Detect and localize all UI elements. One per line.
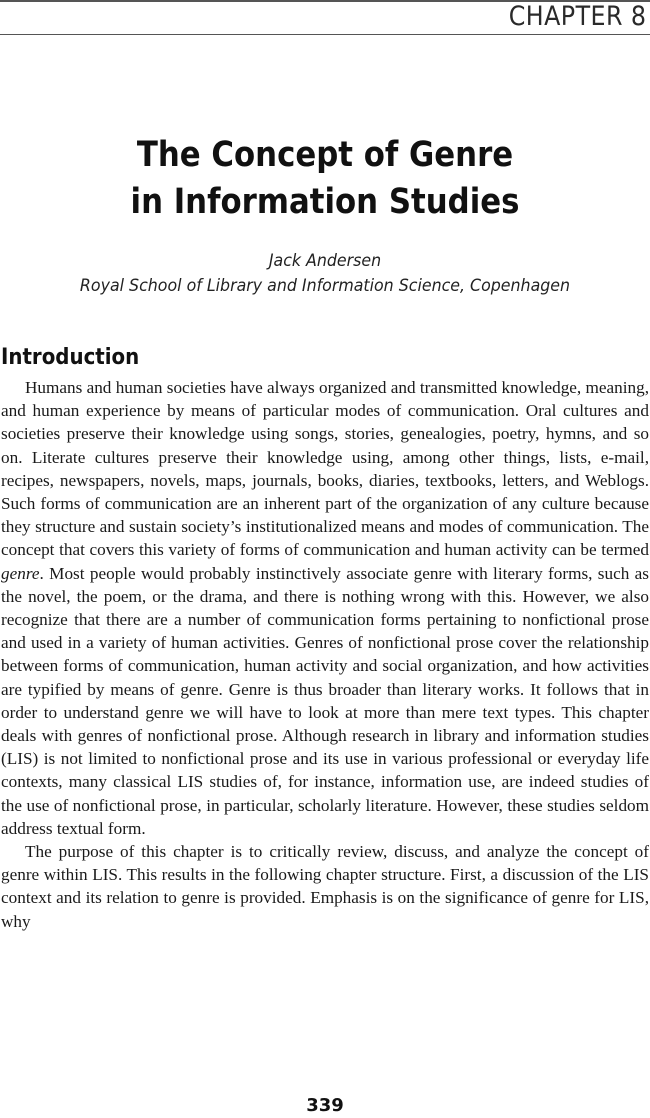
author-block — [0, 249, 650, 299]
author-name: Jack Andersen — [268, 251, 382, 271]
paragraph-1-text-b: . Most people would probably instinctively associate genre with literary forms, such as the novel, the poem, or the drama, and there is nothing wrong with this. However, we also recognize that there are a number of communication forms pertaining to nonfictional prose and used in a variety of human activities. Genres of nonfictional prose cover the relationship between forms of communication, human activity and social organization, and how activities are typified by means of genre. Genre is thus broader than literary works. It follows that in order to understand genre we will have to look at more than mere text types. This chapter deals with genres of nonfictional prose. Although research in library and information studies (LIS) is not limited to nonfictional prose and its use in various professional or everyday life contexts, many classical LIS studies of, for instance, information use, are indeed studies of the use of nonfictional prose, in particular, scholarly literature. However, these studies seldom address textual form. — [1, 563, 649, 838]
chapter-title-line-1: The Concept of Genre — [136, 135, 514, 175]
paragraph-1 — [1, 376, 649, 840]
body-text — [1, 376, 649, 933]
header-rule — [0, 34, 650, 35]
author-affiliation: Royal School of Library and Information Science, Copenhagen — [79, 276, 571, 296]
paragraph-1-text-a: Humans and human societies have always organized and transmitted knowledge, meaning, and human experience by means of particular modes of communication. Oral cultures and societies preserve their knowledge using songs, stories, genealogies, poetry, hymns, and so on. Literate cultures preserve their knowledge using, among other things, lists, e-mail, recipes, newspapers, novels, maps, journals, books, diaries, textbooks, letters, and Weblogs. Such forms of communication are an inherent part of the organization of any culture because they structure and sustain society’s institutionalized means and modes of communication. The concept that covers this variety of forms of communication and human activity can be termed — [1, 378, 649, 560]
section-heading: Introduction — [1, 345, 140, 370]
chapter-title-line-2: in Information Studies — [130, 182, 520, 222]
chapter-label: CHAPTER 8 — [508, 1, 646, 32]
paragraph-2: The purpose of this chapter is to critically review, discuss, and analyze the concept of genre within LIS. This results in the following chapter structure. First, a discussion of the LIS context and its relation to genre is provided. Emphasis is on the significance of genre for LIS, why — [1, 842, 649, 931]
chapter-title — [0, 132, 650, 226]
genre-term: genre — [1, 563, 40, 583]
page-number: 339 — [306, 1095, 344, 1116]
